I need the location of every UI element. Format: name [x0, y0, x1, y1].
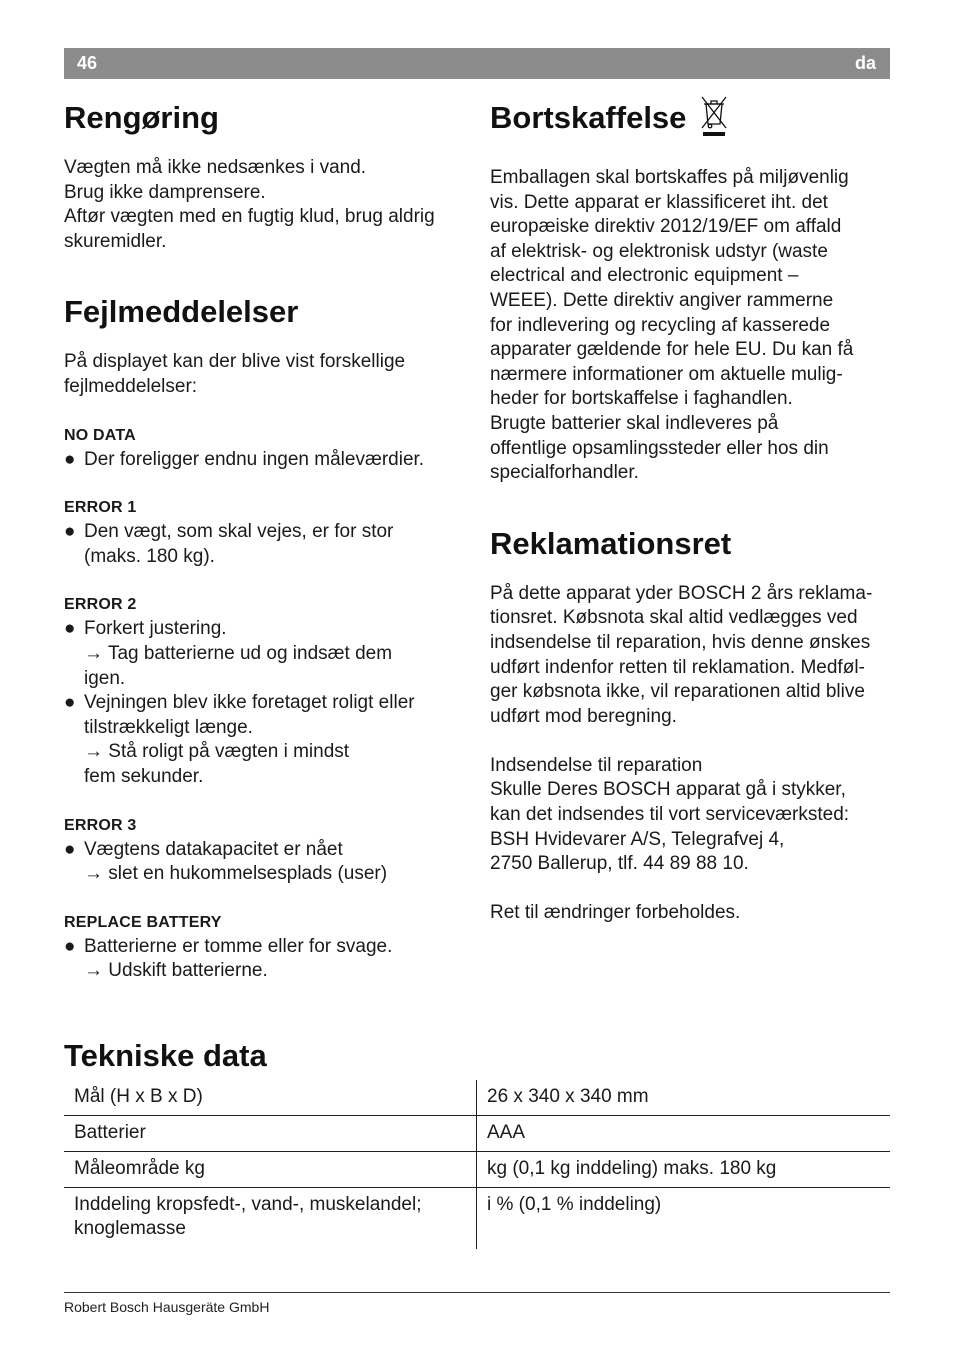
disposal-line: electrical and electronic equipment –	[490, 265, 799, 287]
disposal-line: europæiske direktiv 2012/19/EF om affald	[490, 216, 842, 238]
table-cell-value: 26 x 340 x 340 mm	[477, 1080, 891, 1116]
disposal-title: Bortskaffelse	[490, 98, 890, 148]
list-item: ● Forkert justering.	[64, 617, 464, 642]
tech-title: Tekniske data	[64, 1038, 267, 1073]
footer-company: Robert Bosch Hausgeräte GmbH	[64, 1299, 270, 1315]
page-header-bar	[64, 48, 890, 79]
warranty-text	[490, 582, 890, 730]
bullet: ●	[64, 618, 76, 640]
replace-battery-heading: REPLACE BATTERY	[64, 913, 222, 931]
language-code: da	[854, 53, 876, 73]
no-data-heading: NO DATA	[64, 426, 136, 444]
footer-divider	[64, 1292, 890, 1293]
table-row	[64, 1116, 890, 1152]
repair-line: Indsendelse til reparation	[490, 754, 703, 776]
arrow-icon: →	[84, 741, 103, 763]
warranty-line: ger købsnota ikke, vil reparationen altid blive	[490, 681, 865, 703]
disposal-line: vis. Dette apparat er klassificeret iht. det	[490, 191, 828, 213]
list-item: ● Vægtens datakapacitet er nået	[64, 838, 464, 863]
cleaning-line: Brug ikke damprensere.	[64, 181, 266, 203]
arrow-icon: →	[84, 960, 103, 982]
cleaning-line: Vægten må ikke nedsænkes i vand.	[64, 157, 367, 178]
disposal-line: Brugte batterier skal indleveres på	[490, 412, 779, 434]
action-line: → Tag batterierne ud og indsæt dem	[84, 642, 393, 664]
table-cell-value: i % (0,1 % inddeling)	[487, 1194, 662, 1215]
disposal-line: nærmere informationer om aktuelle mulig-	[490, 363, 843, 385]
disposal-line: specialforhandler.	[490, 462, 639, 484]
table-cell-value: kg (0,1 kg inddeling) maks. 180 kg	[477, 1152, 891, 1188]
table-cell-value: AAA	[477, 1116, 891, 1152]
disposal-line: for indlevering og recycling af kasserede	[490, 314, 831, 336]
page-number: 46	[77, 53, 98, 73]
list-item-continuation: tilstrækkeligt længe.	[84, 716, 253, 738]
bullet: ●	[64, 521, 76, 543]
table-row	[64, 1188, 890, 1250]
table-cell-label	[64, 1188, 477, 1250]
disposal-line: af elektrisk- og elektronisk udstyr (waste	[490, 240, 828, 262]
cleaning-text	[64, 156, 464, 254]
list-item-continuation: (maks. 180 kg).	[84, 545, 215, 567]
label-line: Inddeling kropsfedt-, vand-, muskelandel;	[74, 1194, 422, 1215]
table-cell-label: Batterier	[64, 1116, 477, 1152]
disposal-line: offentlige opsamlingssteder eller hos din	[490, 437, 829, 459]
table-cell-label: Mål (H x B x D)	[64, 1080, 477, 1116]
arrow-icon: →	[84, 863, 103, 885]
table-row	[64, 1080, 890, 1116]
warranty-line: tionsret. Købsnota skal altid vedlægges ved	[490, 607, 858, 629]
warranty-title: Reklamationsret	[490, 525, 732, 561]
bullet: ●	[64, 838, 76, 860]
cleaning-title: Rengøring	[64, 100, 219, 135]
list-item: ● Den vægt, som skal vejes, er for stor	[64, 520, 464, 545]
disposal-line: heder for bortskaffelse i faghandlen.	[490, 388, 793, 410]
warranty-line: På dette apparat yder BOSCH 2 års reklama-	[490, 582, 873, 604]
label-line: knoglemasse	[74, 1218, 186, 1239]
arrow-icon: →	[84, 642, 103, 664]
disposal-text	[490, 166, 890, 486]
changes-note: Ret til ændringer forbeholdes.	[490, 902, 741, 924]
action-line: → Stå roligt på vægten i mindst	[84, 741, 350, 763]
disposal-line: Emballagen skal bortskaffes på miljøvenlig	[490, 167, 849, 188]
disposal-line: apparater gældende for hele EU. Du kan få	[490, 339, 854, 361]
table-row	[64, 1152, 890, 1188]
action-line: → slet en hukommelsesplads (user)	[84, 863, 388, 885]
list-item: ● Vejningen blev ikke foretaget roligt eller	[64, 691, 464, 716]
repair-line: 2750 Ballerup, tlf. 44 89 88 10.	[490, 853, 749, 875]
bullet: ●	[64, 935, 76, 957]
crossed-out-wheelie-bin-icon	[698, 92, 730, 148]
warranty-line: indsendelse til reparation, hvis denne ønskes	[490, 631, 871, 653]
action-line-continuation: igen.	[84, 667, 126, 689]
error3-heading: ERROR 3	[64, 816, 137, 834]
repair-line: BSH Hvidevarer A/S, Telegrafvej 4,	[490, 828, 785, 850]
repair-line: Skulle Deres BOSCH apparat gå i stykker,	[490, 779, 846, 801]
right-column	[490, 98, 890, 926]
error2-heading: ERROR 2	[64, 596, 137, 614]
repair-line: kan det indsendes til vort serviceværksted:	[490, 804, 850, 826]
error1-heading: ERROR 1	[64, 499, 137, 517]
repair-text	[490, 754, 890, 877]
bullet: ●	[64, 692, 76, 714]
action-line-continuation: fem sekunder.	[84, 765, 204, 787]
disposal-line: WEEE). Dette direktiv angiver rammerne	[490, 289, 834, 311]
warranty-line: udført indenfor retten til reklamation. Medføl-	[490, 656, 865, 678]
errors-intro: På displayet kan der blive vist forskellige fejlmeddelelser:	[64, 351, 406, 397]
tech-table	[64, 1080, 890, 1249]
table-cell-label: Måleområde kg	[64, 1152, 477, 1188]
list-item: ● Der foreligger endnu ingen måleværdier.	[64, 448, 464, 473]
bullet: ●	[64, 448, 76, 470]
cleaning-line: Aftør vægten med en fugtig klud, brug aldrig skuremidler.	[64, 206, 435, 252]
action-line: → Udskift batterierne.	[84, 960, 268, 982]
warranty-line: udført mod beregning.	[490, 705, 677, 727]
list-item: ● Batterierne er tomme eller for svage.	[64, 935, 464, 960]
left-column	[64, 98, 464, 984]
errors-title: Fejlmeddelelser	[64, 294, 299, 330]
